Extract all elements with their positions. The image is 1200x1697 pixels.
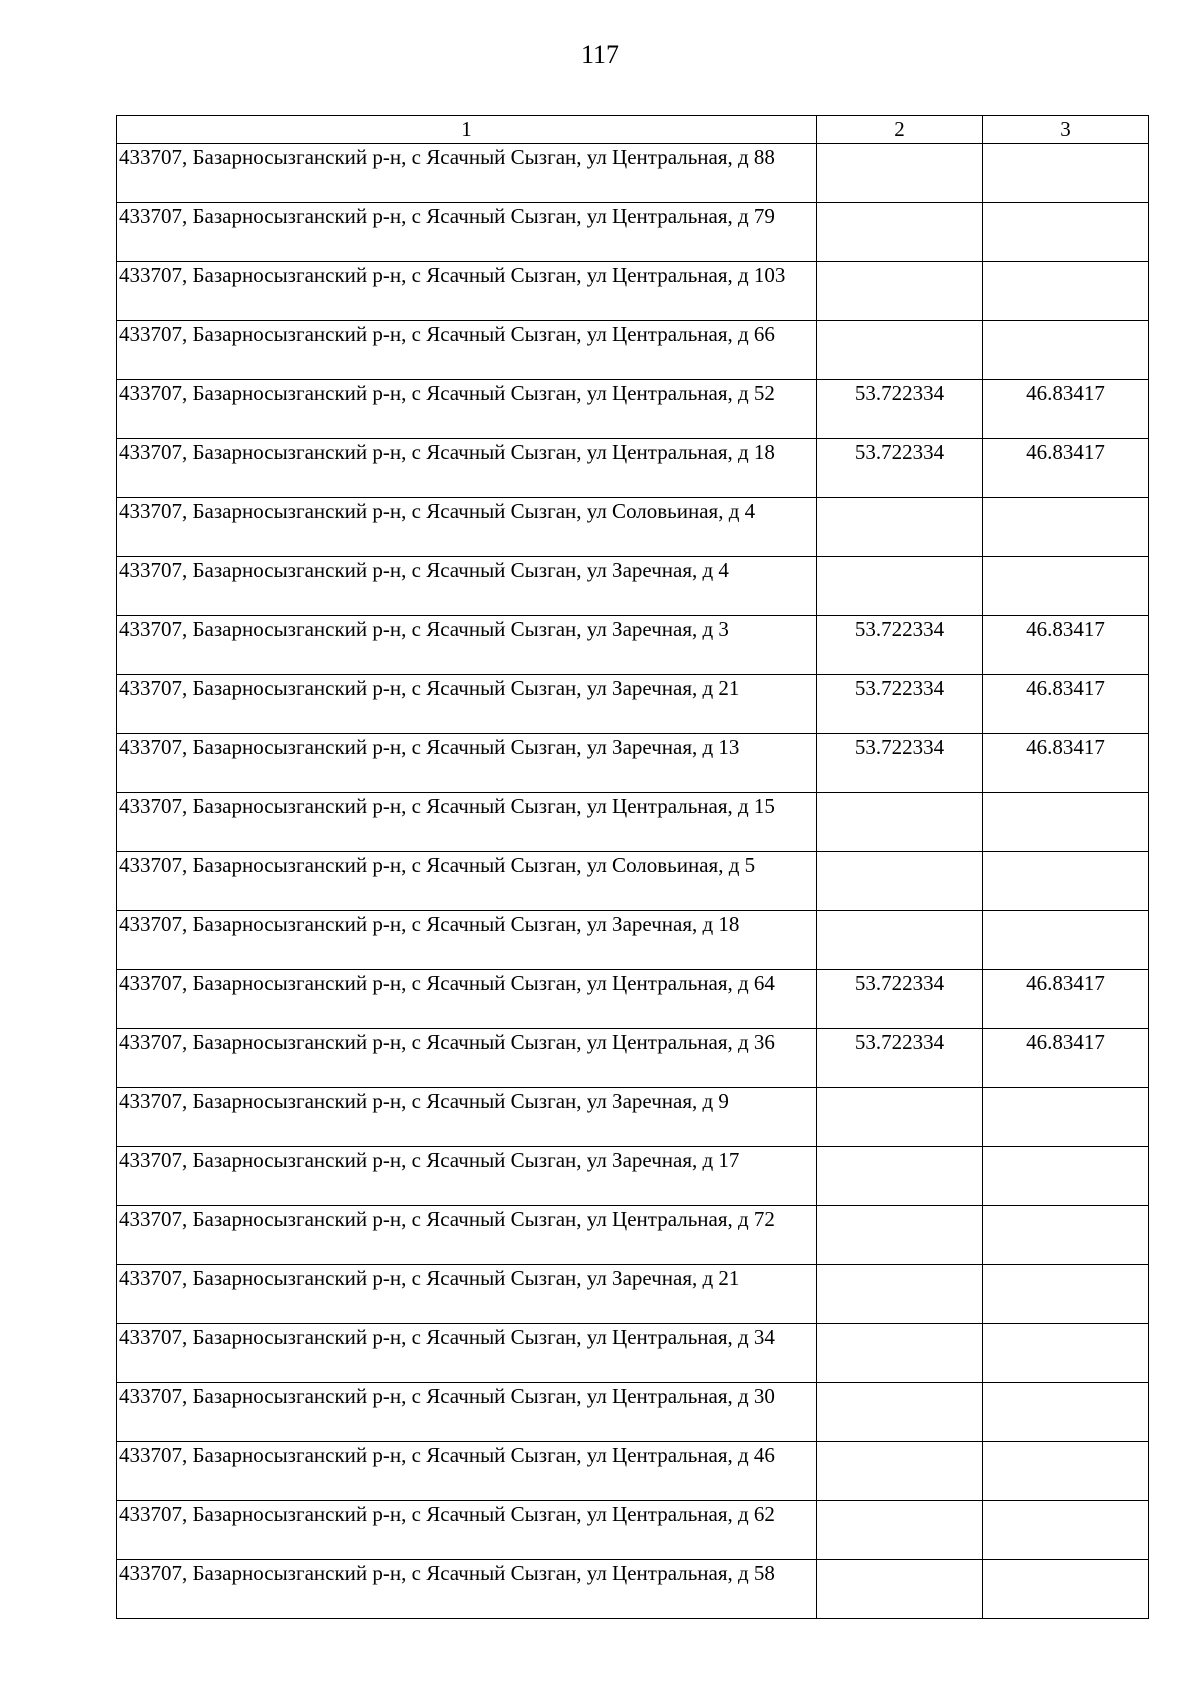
column-header-2: 2 xyxy=(817,116,983,144)
latitude-cell xyxy=(817,793,983,852)
address-cell: 433707, Базарносызганский р-н, с Ясачный Сызган, ул Центральная, д 18 xyxy=(117,439,817,498)
longitude-cell: 46.83417 xyxy=(983,616,1149,675)
longitude-cell xyxy=(983,557,1149,616)
table-row xyxy=(117,1324,1149,1383)
table-row xyxy=(117,144,1149,203)
latitude-cell xyxy=(817,1206,983,1265)
address-cell: 433707, Базарносызганский р-н, с Ясачный Сызган, ул Заречная, д 9 xyxy=(117,1088,817,1147)
table-row xyxy=(117,734,1149,793)
longitude-cell xyxy=(983,203,1149,262)
latitude-cell: 53.722334 xyxy=(817,380,983,439)
latitude-cell xyxy=(817,852,983,911)
latitude-cell xyxy=(817,557,983,616)
table-row xyxy=(117,793,1149,852)
longitude-cell: 46.83417 xyxy=(983,675,1149,734)
address-cell: 433707, Базарносызганский р-н, с Ясачный Сызган, ул Центральная, д 88 xyxy=(117,144,817,203)
address-cell: 433707, Базарносызганский р-н, с Ясачный Сызган, ул Центральная, д 46 xyxy=(117,1442,817,1501)
latitude-cell xyxy=(817,498,983,557)
table-row xyxy=(117,262,1149,321)
address-cell: 433707, Базарносызганский р-н, с Ясачный Сызган, ул Заречная, д 3 xyxy=(117,616,817,675)
table-row xyxy=(117,1383,1149,1442)
longitude-cell: 46.83417 xyxy=(983,734,1149,793)
address-cell: 433707, Базарносызганский р-н, с Ясачный Сызган, ул Заречная, д 21 xyxy=(117,1265,817,1324)
longitude-cell xyxy=(983,498,1149,557)
address-cell: 433707, Базарносызганский р-н, с Ясачный Сызган, ул Заречная, д 18 xyxy=(117,911,817,970)
table-row xyxy=(117,970,1149,1029)
address-cell: 433707, Базарносызганский р-н, с Ясачный Сызган, ул Центральная, д 15 xyxy=(117,793,817,852)
longitude-cell: 46.83417 xyxy=(983,439,1149,498)
address-cell: 433707, Базарносызганский р-н, с Ясачный Сызган, ул Центральная, д 72 xyxy=(117,1206,817,1265)
table-row xyxy=(117,1442,1149,1501)
table-row xyxy=(117,380,1149,439)
latitude-cell xyxy=(817,1442,983,1501)
latitude-cell xyxy=(817,144,983,203)
longitude-cell xyxy=(983,144,1149,203)
table-row xyxy=(117,675,1149,734)
address-cell: 433707, Базарносызганский р-н, с Ясачный Сызган, ул Центральная, д 64 xyxy=(117,970,817,1029)
table-row xyxy=(117,852,1149,911)
latitude-cell xyxy=(817,1383,983,1442)
latitude-cell xyxy=(817,1265,983,1324)
table-row xyxy=(117,1206,1149,1265)
address-cell: 433707, Базарносызганский р-н, с Ясачный Сызган, ул Центральная, д 103 xyxy=(117,262,817,321)
table-row xyxy=(117,203,1149,262)
latitude-cell xyxy=(817,911,983,970)
latitude-cell xyxy=(817,1560,983,1619)
longitude-cell xyxy=(983,1206,1149,1265)
latitude-cell: 53.722334 xyxy=(817,734,983,793)
table-row xyxy=(117,498,1149,557)
latitude-cell xyxy=(817,1088,983,1147)
address-cell: 433707, Базарносызганский р-н, с Ясачный Сызган, ул Заречная, д 17 xyxy=(117,1147,817,1206)
table-row xyxy=(117,911,1149,970)
table-row xyxy=(117,1560,1149,1619)
table-row xyxy=(117,321,1149,380)
latitude-cell: 53.722334 xyxy=(817,439,983,498)
column-header-1: 1 xyxy=(117,116,817,144)
address-cell: 433707, Базарносызганский р-н, с Ясачный Сызган, ул Центральная, д 52 xyxy=(117,380,817,439)
table-row xyxy=(117,1088,1149,1147)
page-number: 117 xyxy=(580,40,620,69)
address-cell: 433707, Базарносызганский р-н, с Ясачный Сызган, ул Центральная, д 36 xyxy=(117,1029,817,1088)
longitude-cell xyxy=(983,1501,1149,1560)
column-header-3: 3 xyxy=(983,116,1149,144)
latitude-cell xyxy=(817,1501,983,1560)
header-row xyxy=(117,116,1149,144)
latitude-cell: 53.722334 xyxy=(817,1029,983,1088)
address-cell: 433707, Базарносызганский р-н, с Ясачный Сызган, ул Соловьиная, д 4 xyxy=(117,498,817,557)
table-row xyxy=(117,557,1149,616)
longitude-cell xyxy=(983,1442,1149,1501)
latitude-cell: 53.722334 xyxy=(817,616,983,675)
longitude-cell: 46.83417 xyxy=(983,1029,1149,1088)
table-row xyxy=(117,616,1149,675)
longitude-cell xyxy=(983,321,1149,380)
latitude-cell xyxy=(817,1324,983,1383)
longitude-cell xyxy=(983,1147,1149,1206)
address-cell: 433707, Базарносызганский р-н, с Ясачный Сызган, ул Центральная, д 34 xyxy=(117,1324,817,1383)
longitude-cell xyxy=(983,852,1149,911)
address-cell: 433707, Базарносызганский р-н, с Ясачный Сызган, ул Центральная, д 66 xyxy=(117,321,817,380)
address-cell: 433707, Базарносызганский р-н, с Ясачный Сызган, ул Центральная, д 79 xyxy=(117,203,817,262)
table-row xyxy=(117,1147,1149,1206)
table-row xyxy=(117,439,1149,498)
table-body xyxy=(117,144,1149,1619)
longitude-cell: 46.83417 xyxy=(983,380,1149,439)
address-cell: 433707, Базарносызганский р-н, с Ясачный Сызган, ул Заречная, д 13 xyxy=(117,734,817,793)
longitude-cell xyxy=(983,911,1149,970)
longitude-cell: 46.83417 xyxy=(983,970,1149,1029)
latitude-cell xyxy=(817,262,983,321)
table-row xyxy=(117,1501,1149,1560)
longitude-cell xyxy=(983,262,1149,321)
latitude-cell xyxy=(817,203,983,262)
longitude-cell xyxy=(983,1560,1149,1619)
table-row xyxy=(117,1265,1149,1324)
address-cell: 433707, Базарносызганский р-н, с Ясачный Сызган, ул Центральная, д 58 xyxy=(117,1560,817,1619)
table-row xyxy=(117,1029,1149,1088)
latitude-cell xyxy=(817,321,983,380)
longitude-cell xyxy=(983,793,1149,852)
address-cell: 433707, Базарносызганский р-н, с Ясачный Сызган, ул Заречная, д 4 xyxy=(117,557,817,616)
longitude-cell xyxy=(983,1265,1149,1324)
longitude-cell xyxy=(983,1088,1149,1147)
address-table xyxy=(116,115,1149,1619)
address-cell: 433707, Базарносызганский р-н, с Ясачный Сызган, ул Центральная, д 30 xyxy=(117,1383,817,1442)
address-cell: 433707, Базарносызганский р-н, с Ясачный Сызган, ул Заречная, д 21 xyxy=(117,675,817,734)
longitude-cell xyxy=(983,1383,1149,1442)
address-cell: 433707, Базарносызганский р-н, с Ясачный Сызган, ул Центральная, д 62 xyxy=(117,1501,817,1560)
latitude-cell: 53.722334 xyxy=(817,970,983,1029)
latitude-cell: 53.722334 xyxy=(817,675,983,734)
address-cell: 433707, Базарносызганский р-н, с Ясачный Сызган, ул Соловьиная, д 5 xyxy=(117,852,817,911)
longitude-cell xyxy=(983,1324,1149,1383)
latitude-cell xyxy=(817,1147,983,1206)
